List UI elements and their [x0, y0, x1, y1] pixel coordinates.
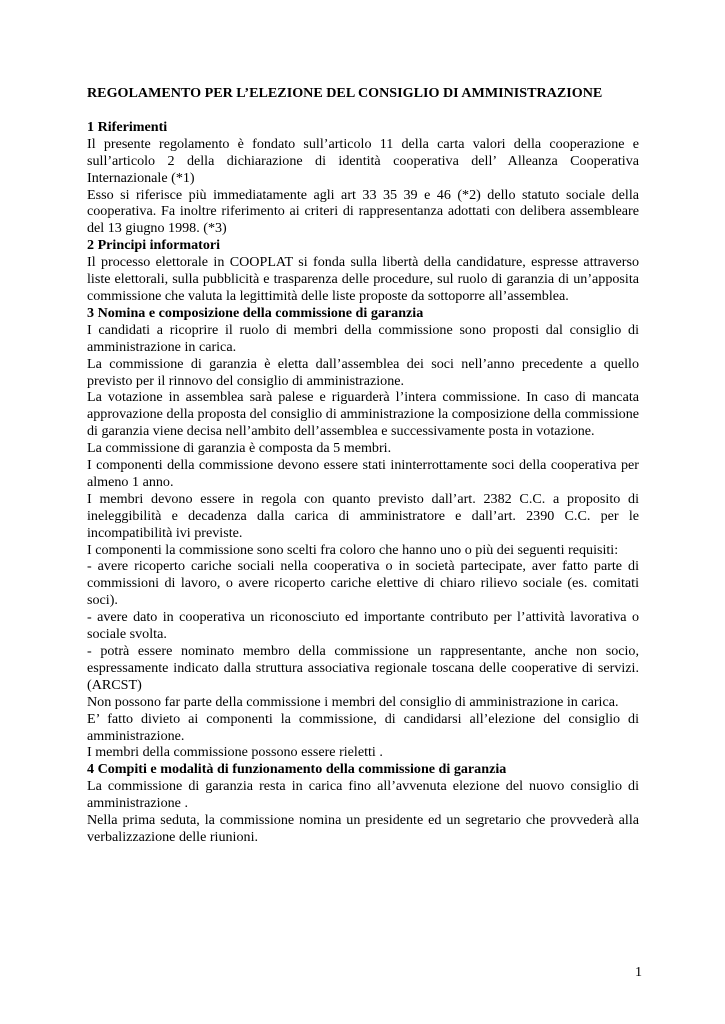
section-heading: 4 Compiti e modalità di funzionamento della commissione di garanzia	[87, 761, 507, 778]
paragraph: I componenti la commissione sono scelti fra coloro che hanno uno o più dei seguenti requisiti:	[87, 541, 619, 558]
paragraph: La votazione in assemblea sarà palese e riguarderà l’intera commissione. In caso di mancata approvazione della proposta del consiglio di amministrazione la composizione della commissione di garanzia viene decisa nell’ambito dell’assemblea e successivamente posta in votazione.	[87, 389, 639, 440]
paragraph: I componenti della commissione devono essere stati ininterrottamente soci della cooperativa per almeno 1 anno.	[87, 457, 639, 490]
document-page	[87, 85, 639, 846]
paragraph: E’ fatto divieto ai componenti la commissione, di candidarsi all’elezione del consiglio di amministrazione.	[87, 710, 639, 744]
document-title: REGOLAMENTO PER L’ELEZIONE DEL CONSIGLIO DI AMMINISTRAZIONE	[87, 85, 603, 101]
paragraph: Esso si riferisce più immediatamente agli art 33 35 39 e 46 (*2) dello statuto sociale della cooperativa. Fa inoltre riferimento ai criteri di rappresentanza adottati con delibera assembleare del 13 giugno 1998. (*3)	[87, 186, 639, 237]
list-item: - avere ricoperto cariche sociali nella cooperativa o in società partecipate, aver fatto parte di commissioni di lavoro, o avere ricoperto cariche elettive di chiaro rilievo sociale (es. comitati soci).	[87, 558, 639, 609]
section-heading: 2 Principi informatori	[87, 237, 221, 254]
section-heading: 1 Riferimenti	[87, 118, 168, 135]
section-heading: 3 Nomina e composizione della commissione di garanzia	[87, 304, 424, 321]
page-number: 1	[634, 964, 642, 980]
section-nomina-composizione	[87, 305, 639, 761]
paragraph: Il presente regolamento è fondato sull’articolo 11 della carta valori della cooperazione e sull’articolo 2 della dichiarazione di identità cooperativa dell’ Alleanza Cooperativa Internazionale (*1)	[87, 135, 639, 186]
paragraph: I candidati a ricoprire il ruolo di membri della commissione sono proposti dal consiglio di amministrazione in carica.	[87, 321, 639, 355]
list-item: - potrà essere nominato membro della commissione un rappresentante, anche non socio, espressamente indicato dalla struttura associativa regionale toscana delle cooperative di servizi. (ARCST)	[87, 643, 639, 693]
paragraph: Non possono far parte della commissione i membri del consiglio di amministrazione in carica.	[87, 693, 619, 710]
paragraph: La commissione di garanzia è composta da 5 membri.	[87, 440, 392, 457]
paragraph: I membri devono essere in regola con quanto previsto dall’art. 2382 C.C. a proposito di ineleggibilità e decadenza dalla carica di amministratore e dall’art. 2390 C.C. per le incompatibilità ivi previste.	[87, 490, 639, 541]
paragraph: Il processo elettorale in COOPLAT si fonda sulla libertà della candidature, espresse attraverso liste elettorali, sulla pubblicità e trasparenza delle procedure, sul ruolo di garanzia di un’apposita commissione che valuta la legittimità delle liste proposte da sottoporre all’assemblea.	[87, 254, 639, 304]
paragraph: La commissione di garanzia è eletta dall’assemblea dei soci nell’anno precedente a quello previsto per il rinnovo del consiglio di amministrazione.	[87, 355, 639, 389]
section-principi-informatori	[87, 237, 639, 305]
paragraph: I membri della commissione possono essere rieletti .	[87, 744, 383, 761]
section-riferimenti	[87, 119, 639, 237]
section-compiti-modalita	[87, 761, 639, 846]
list-item: - avere dato in cooperativa un riconosciuto ed importante contributo per l’attività lavorativa o sociale svolta.	[87, 609, 639, 643]
paragraph: Nella prima seduta, la commissione nomina un presidente ed un segretario che provvederà alla verbalizzazione delle riunioni.	[87, 812, 639, 845]
paragraph: La commissione di garanzia resta in carica fino all’avvenuta elezione del nuovo consiglio di amministrazione .	[87, 778, 639, 812]
